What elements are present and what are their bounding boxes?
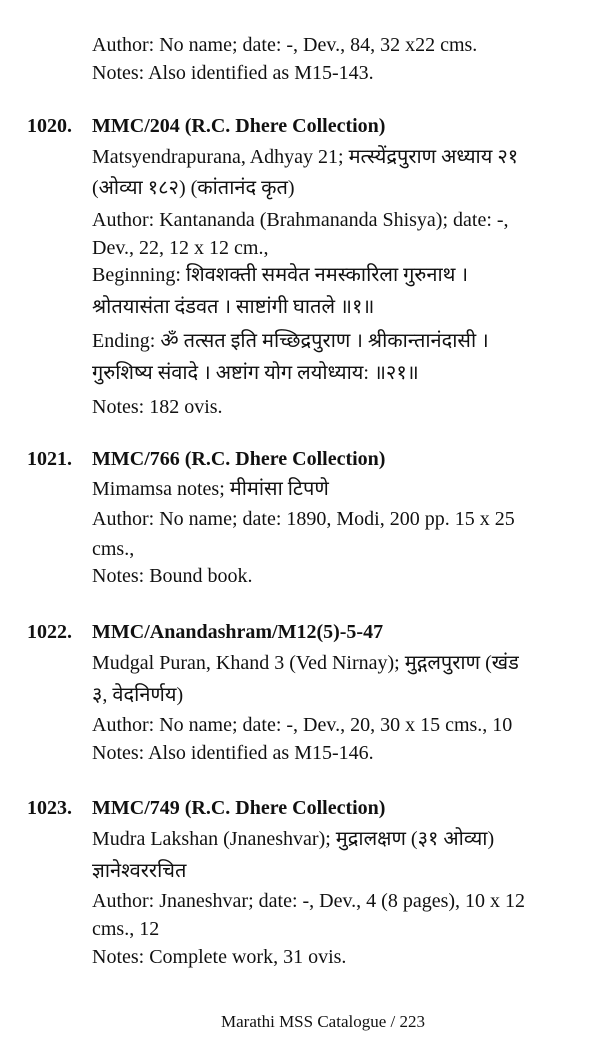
entry-line: Author: Jnaneshvar; date: -, Dev., 4 (8 pages), 10 x 12: [92, 890, 526, 912]
entry-number: 1023.: [27, 797, 72, 819]
entry-line: Author: No name; date: 1890, Modi, 200 pp. 15 x 25: [92, 508, 515, 530]
entry-line: Notes: 182 ovis.: [92, 396, 223, 418]
entry-line: Ending: ॐ तत्सत इति मच्छिद्रपुराण । श्रीकान्तानंदासी ।: [92, 330, 489, 352]
entry-line: Author: Kantananda (Brahmananda Shisya); date: -,: [92, 209, 509, 231]
entry-line: Author: No name; date: -, Dev., 20, 30 x 15 cms., 10: [92, 714, 513, 736]
entry-line: cms., 12: [92, 918, 160, 940]
entry-number: 1020.: [27, 115, 72, 137]
entry-heading: MMC/204 (R.C. Dhere Collection): [92, 115, 386, 137]
entry-line: Matsyendrapurana, Adhyay 21; मत्स्येंद्रपुराण अध्याय २१: [92, 146, 519, 168]
entry-line: Mudra Lakshan (Jnaneshvar); मुद्रालक्षण (३१ ओव्या): [92, 828, 495, 850]
entry-line: Notes: Also identified as M15-146.: [92, 742, 374, 764]
entry-heading: MMC/766 (R.C. Dhere Collection): [92, 448, 386, 470]
entry-heading: MMC/749 (R.C. Dhere Collection): [92, 797, 386, 819]
entry-number: 1022.: [27, 621, 72, 643]
entry-line: ज्ञानेश्वररचित: [92, 860, 187, 882]
entry-line: (ओव्या १८२) (कांतानंद कृत): [92, 177, 295, 199]
entry-line: Notes: Bound book.: [92, 565, 253, 587]
entry-line: गुरुशिष्य संवादे । अष्टांग योग लयोध्याय: ॥२१॥: [92, 362, 419, 384]
entry-heading: MMC/Anandashram/M12(5)-5-47: [92, 621, 384, 643]
entry-line: cms.,: [92, 538, 135, 560]
entry-line: Mimamsa notes; मीमांसा टिपणे: [92, 478, 329, 500]
entry-line: Dev., 22, 12 x 12 cm.,: [92, 237, 269, 259]
carryover-notes-line: Notes: Also identified as M15-143.: [92, 62, 374, 84]
entry-number: 1021.: [27, 448, 72, 470]
entry-line: Notes: Complete work, 31 ovis.: [92, 946, 347, 968]
entry-line: श्रोतयासंता दंडवत । साष्टांगी घातले ॥१॥: [92, 296, 375, 318]
carryover-author-line: Author: No name; date: -, Dev., 84, 32 x22 cms.: [92, 34, 478, 56]
page-footer: Marathi MSS Catalogue / 223: [221, 1012, 425, 1031]
entry-line: Beginning: शिवशक्ती समवेत नमस्कारिला गुरुनाथ ।: [92, 264, 469, 286]
entry-line: Mudgal Puran, Khand 3 (Ved Nirnay); मुद्गलपुराण (खंड: [92, 652, 519, 674]
entry-line: ३, वेदनिर्णय): [92, 684, 184, 706]
